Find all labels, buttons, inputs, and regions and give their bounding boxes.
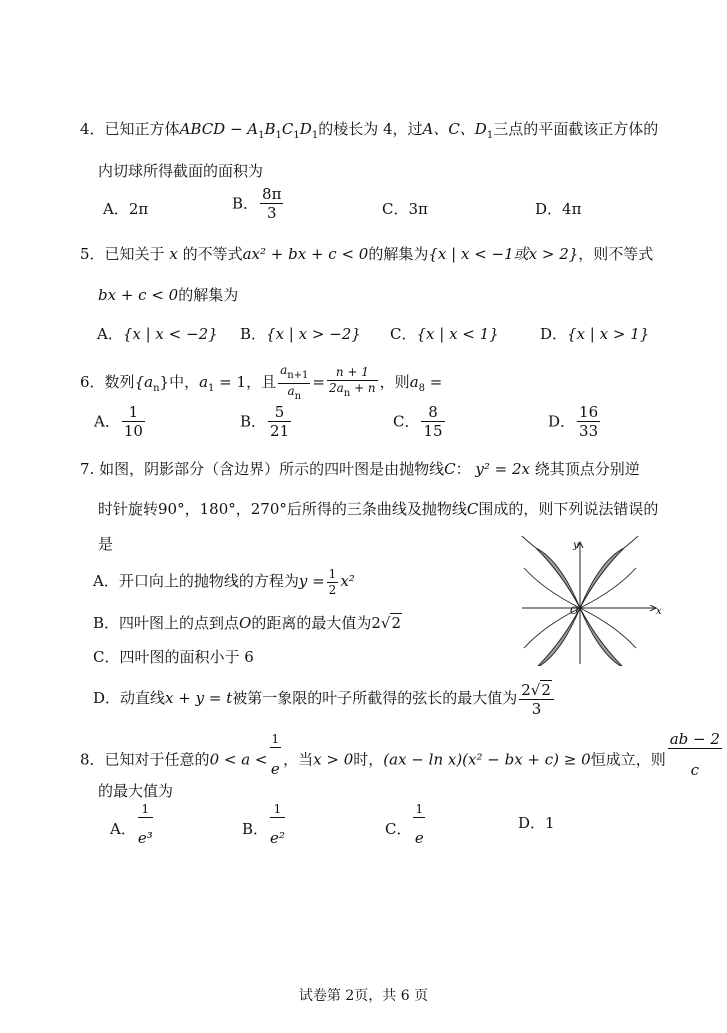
q6-option-b[interactable]: B． $\frac{5}{21}$ xyxy=(240,403,290,440)
sqrt: √2 xyxy=(380,614,402,632)
q7-option-b[interactable]: B．四叶图上的点到点O的距离的最大值为2√2 xyxy=(93,614,402,632)
q8-line2: 的最大值为 xyxy=(98,782,174,800)
origin-label: O xyxy=(570,606,579,617)
q8-option-d[interactable]: D．1 xyxy=(518,814,555,832)
q5-option-a[interactable]: A．{x | x < −2} xyxy=(97,325,218,343)
fraction: $\frac{1}{10}$ xyxy=(123,403,143,440)
q4-number: 4． xyxy=(80,120,105,138)
fraction: $\frac{a_{n+1}}{a_n}$ xyxy=(280,362,309,402)
q5-option-c[interactable]: C．{x | x < 1} xyxy=(390,325,499,343)
q4-line1: 4．已知正方体ABCD − $A_1B_1C_1D_1$的棱长为 4，过A、C、$D_1$三点的平面截该正方体的 xyxy=(80,120,659,141)
q5-option-d[interactable]: D．{x | x > 1} xyxy=(540,325,650,343)
fraction: $\frac{16}{33}$ xyxy=(579,403,599,440)
leaf-q4 xyxy=(580,608,624,666)
q7-option-a[interactable]: A．开口向上的抛物线的方程为y = $\frac{1}{2}$ x² xyxy=(93,566,355,597)
q5-option-b[interactable]: B．{x | x > −2} xyxy=(240,325,361,343)
q7-line3: 是 xyxy=(98,535,114,553)
q5-line1: 5．已知关于 x 的不等式ax² + bx + c < 0的解集为{x | x < −1或x > 2}，则不等式 xyxy=(80,245,654,263)
y-axis-label: y xyxy=(573,540,579,551)
q5-line2: bx + c < 0的解集为 xyxy=(98,286,239,304)
q8-line1: 8．已知对于任意的0 < a < $\frac{1}{e}$ ，当x > 0时，(ax − ln x)(x² − bx + c) ≥ 0恒成立，则 $\frac{ab - 2}{c}$ xyxy=(80,730,724,791)
q6-option-a[interactable]: A． $\frac{1}{10}$ xyxy=(94,403,143,440)
q4-option-b[interactable]: B． $\frac{8\pi}{3}$ xyxy=(232,185,282,222)
fraction: $\frac{n + 1}{2a_n + n}$ xyxy=(329,365,376,399)
q7-option-d[interactable]: D．动直线x + y = t被第一象限的叶子所截得的弦长的最大值为 $\frac{2√2}{3}$ xyxy=(93,678,556,718)
fraction: $\frac{8}{15}$ xyxy=(423,403,443,440)
fraction: $\frac{1}{\text{e²}}$ xyxy=(270,802,285,847)
q7-line1: 7. 如图，阴影部分（含边界）所示的四叶图是由抛物线C： y² = 2x 绕其顶点分别逆 xyxy=(80,460,640,478)
fraction: $\frac{1}{e}$ xyxy=(270,731,280,778)
q6-line1: 6．数列$\{a_n\}$中，$a_1 = 1$，且 $\frac{a_{n+1}}{a_n}$ = $\frac{n + 1}{2a_n + n}$ ，则$a_8$ = xyxy=(80,362,443,402)
fraction: $\frac{1}{e}$ xyxy=(414,802,424,847)
four-leaf-figure xyxy=(520,536,665,666)
fraction: $\frac{1}{2}$ xyxy=(328,566,337,597)
fraction: $\frac{1}{\text{e³}}$ xyxy=(137,802,153,847)
fraction: $\frac{8\pi}{3}$ xyxy=(262,185,282,222)
q7-number: 7. xyxy=(80,460,95,478)
leaf-q1 xyxy=(580,548,624,608)
fraction: $\frac{ab - 2}{c}$ xyxy=(669,730,720,779)
q8-number: 8． xyxy=(80,750,105,769)
q5-number: 5． xyxy=(80,245,105,263)
x-axis-label: x xyxy=(656,606,662,617)
q4-option-d[interactable]: D．4π xyxy=(535,200,582,218)
q7-line2: 时针旋转90°，180°，270°后所得的三条曲线及抛物线C围成的，则下列说法错误的 xyxy=(98,500,659,518)
q8-option-c[interactable]: C． $\frac{1}{e}$ xyxy=(385,802,427,858)
q4-option-c[interactable]: C．3π xyxy=(382,200,428,218)
fraction: $\frac{2√2}{3}$ xyxy=(519,681,554,718)
q4-line2: 内切球所得截面的面积为 xyxy=(98,162,264,180)
q4-option-a[interactable]: A．2π xyxy=(103,200,149,218)
q6-option-d[interactable]: D． $\frac{16}{33}$ xyxy=(548,403,599,440)
page-footer: 试卷第 2页，共 6 页 xyxy=(298,988,429,1004)
q6-option-c[interactable]: C． $\frac{8}{15}$ xyxy=(393,403,443,440)
sqrt: √2 xyxy=(530,680,551,699)
q8-option-a[interactable]: A． $\frac{1}{\text{e³}}$ xyxy=(110,802,155,858)
q6-number: 6． xyxy=(80,373,105,391)
q8-option-b[interactable]: B． $\frac{1}{\text{e²}}$ xyxy=(242,802,287,858)
q7-option-c[interactable]: C．四叶图的面积小于 6 xyxy=(93,648,254,666)
leaf-q2 xyxy=(536,548,580,608)
fraction: $\frac{5}{21}$ xyxy=(270,403,290,440)
